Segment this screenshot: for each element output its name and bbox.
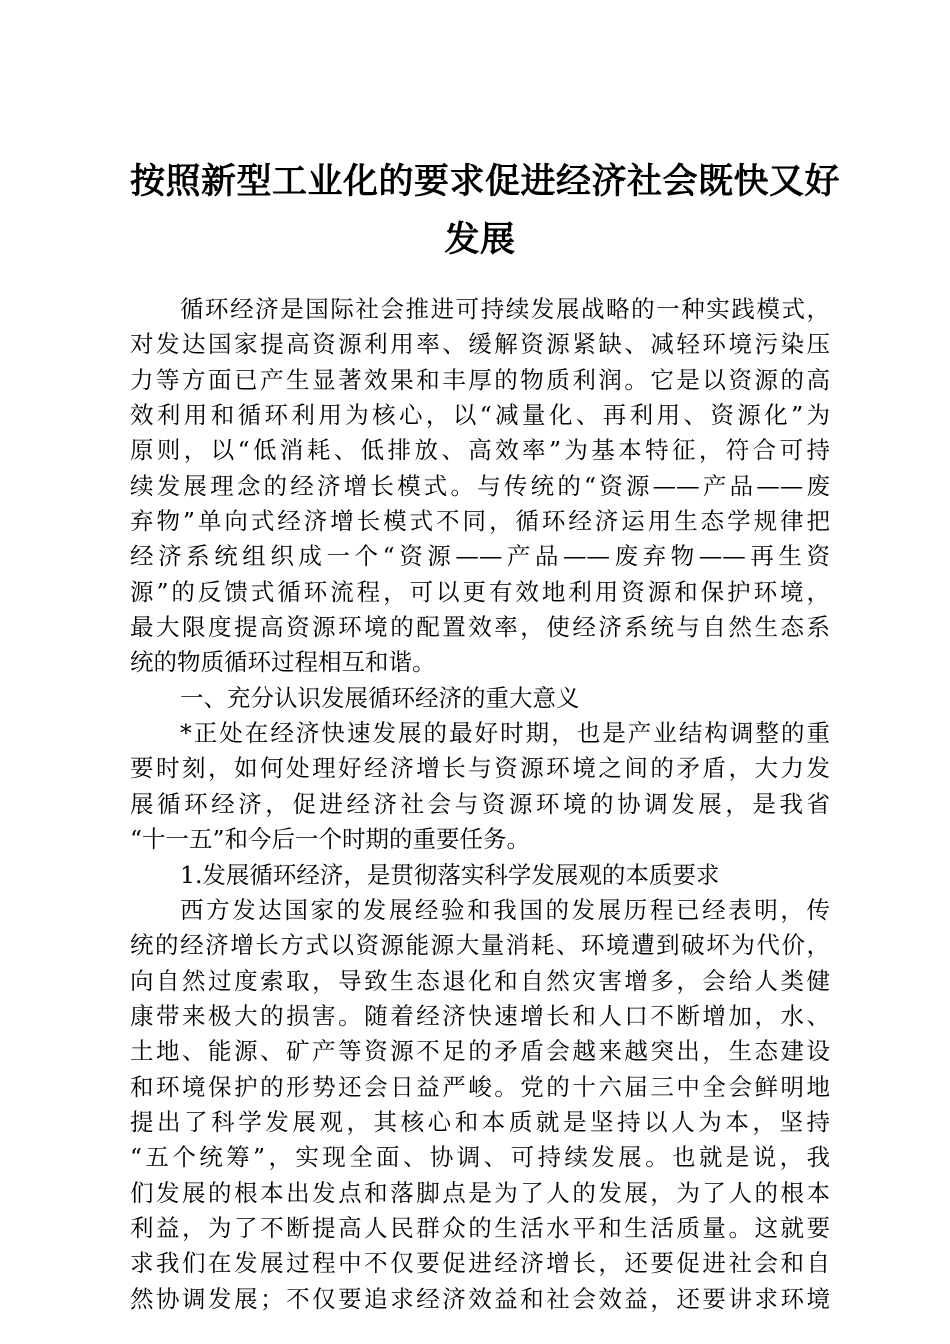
body-line: 效利用和循环利用为核心，以“减量化、再利用、资源化”为: [130, 401, 830, 430]
body-line: 弃物”单向式经济增长模式不同，循环经济运用生态学规律把: [130, 507, 830, 536]
section-heading: 一、充分认识发展循环经济的重大意义: [180, 683, 580, 712]
body-line: 源”的反馈式循环流程，可以更有效地利用资源和保护环境，: [130, 577, 830, 606]
body-line: 要时刻，如何处理好经济增长与资源环境之间的矛盾，大力发: [130, 754, 830, 783]
subsection-heading: 1.发展循环经济，是贯彻落实科学发展观的本质要求: [180, 860, 720, 889]
body-line: 原则，以“低消耗、低排放、高效率”为基本特征，符合可持: [130, 436, 830, 465]
body-line: 们发展的根本出发点和落脚点是为了人的发展，为了人的根本: [130, 1178, 830, 1207]
body-line: 西方发达国家的发展经验和我国的发展历程已经表明，传: [180, 895, 830, 924]
body-line: 经济系统组织成一个“资源——产品——废弃物——再生资: [130, 542, 830, 571]
body-line: 统的物质循环过程相互和谐。: [130, 648, 436, 677]
body-line: “十一五”和今后一个时期的重要任务。: [130, 825, 531, 854]
body-line: 土地、能源、矿产等资源不足的矛盾会越来越突出，生态建设: [130, 1037, 830, 1066]
body-line: 展循环经济，促进经济社会与资源环境的协调发展，是我省: [130, 789, 830, 818]
body-line: 对发达国家提高资源利用率、缓解资源紧缺、减轻环境污染压: [130, 330, 830, 359]
body-line: 向自然过度索取，导致生态退化和自然灾害增多，会给人类健: [130, 966, 830, 995]
document-title-line-2: 发展: [444, 219, 516, 260]
body-line: 循环经济是国际社会推进可持续发展战略的一种实践模式，: [180, 295, 830, 323]
body-line: 统的经济增长方式以资源能源大量消耗、环境遭到破坏为代价，: [130, 931, 830, 960]
body-line: 利益，为了不断提高人民群众的生活水平和生活质量。这就要: [130, 1213, 830, 1242]
body-line: 最大限度提高资源环境的配置效率，使经济系统与自然生态系: [130, 613, 830, 642]
body-line: “五个统筹”，实现全面、协调、可持续发展。也就是说，我: [130, 1143, 830, 1172]
document-body: [130, 292, 830, 1317]
body-line: 求我们在发展过程中不仅要促进经济增长，还要促进社会和自: [130, 1249, 830, 1278]
body-line: 续发展理念的经济增长模式。与传统的“资源——产品——废: [130, 471, 830, 500]
body-line: 康带来极大的损害。随着经济快速增长和人口不断增加，水、: [130, 1001, 830, 1030]
body-line: 然协调发展；不仅要追求经济效益和社会效益，还要讲求环境: [130, 1284, 830, 1313]
body-line: 力等方面已产生显著效果和丰厚的物质利润。它是以资源的高: [130, 365, 830, 394]
document-title-line-1: 按照新型工业化的要求促进经济社会既快又好: [130, 161, 841, 202]
body-line: 提出了科学发展观，其核心和本质就是坚持以人为本，坚持: [130, 1107, 830, 1136]
body-line: 和环境保护的形势还会日益严峻。党的十六届三中全会鲜明地: [130, 1072, 830, 1101]
body-line: *正处在经济快速发展的最好时期，也是产业结构调整的重: [180, 719, 830, 748]
